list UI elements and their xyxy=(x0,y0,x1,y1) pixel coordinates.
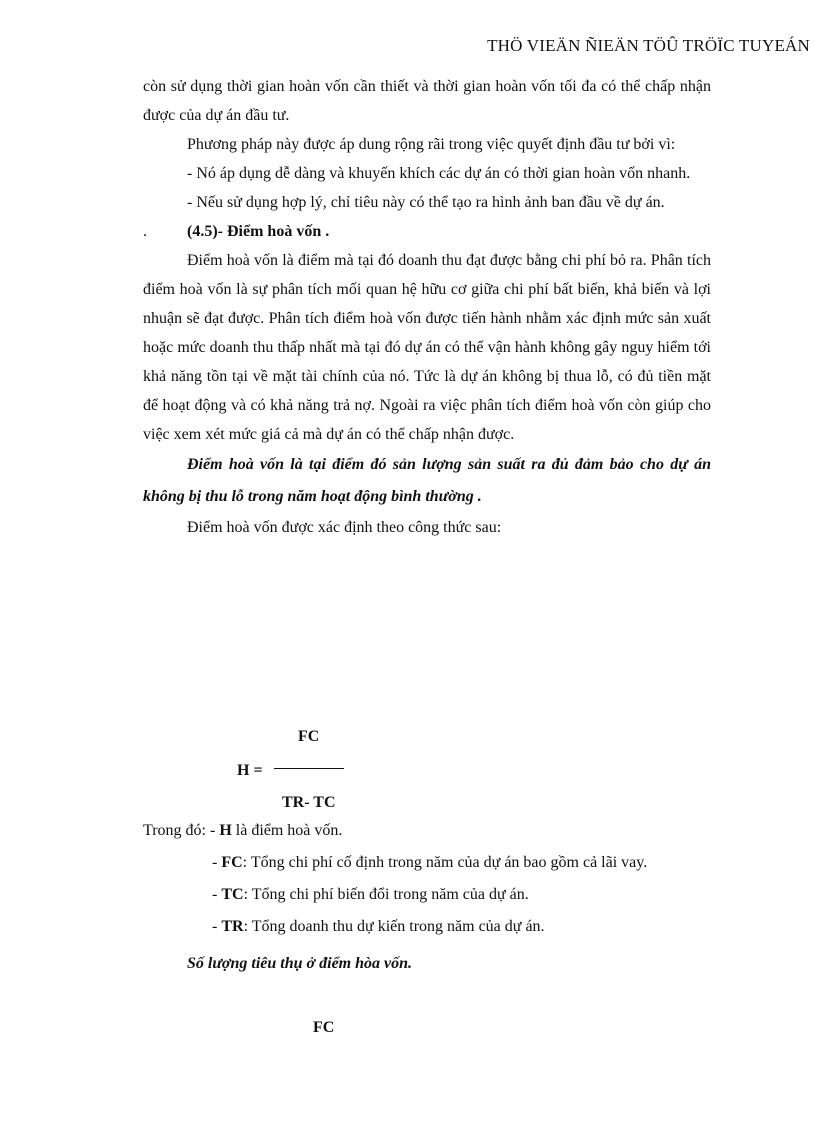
definition-tr xyxy=(212,918,545,936)
symbol-h: H xyxy=(219,822,232,839)
formula-lhs: H = xyxy=(237,762,263,779)
definition-h-text: là điểm hoà vốn. xyxy=(231,822,343,839)
section-heading-sales-volume: Số lượng tiêu thụ ở điểm hòa vốn. xyxy=(187,955,413,972)
definition-tc-dash: - xyxy=(212,886,222,903)
definition-tr-text: : Tổng doanh thu dự kiến trong năm của dự án. xyxy=(243,918,545,935)
definition-tc xyxy=(212,886,529,904)
paragraph-method-usage: Phương pháp này được áp dung rộng rãi trong việc quyết định đầu tư bởi vì: xyxy=(187,136,676,153)
page-header: THÖ VIEÄN ÑIEÄN TÖÛ TRÖÏC TUYEÁN xyxy=(487,36,810,55)
definition-fc-dash: - xyxy=(212,854,222,871)
paragraph-breakeven-definition: Điểm hoà vốn là điểm mà tại đó doanh thu đạt được bằng chi phí bỏ ra. Phân tích điểm hoà vốn là sự phân tích mối quan hệ hữu cơ giữa chi phí bất biến, khả biến và lợi nhuận sẽ đạt được. Phân tích điểm hoà vốn được tiến hành nhằm xác định mức sản xuất hoặc mức doanh thu thấp nhất mà tại đó dự án có thể vận hành không gây nguy hiểm tới khả năng tồn tại về mặt tài chính của nó. Tức là dự án không bị thua lỗ, có đủ tiền mặt để hoạt động và có khả năng trả nợ. Ngoài ra việc phân tích điểm hoà vốn còn giúp cho việc xem xét mức giá cả mà dự án có thể chấp nhận được. xyxy=(143,252,711,443)
definition-h xyxy=(143,822,342,840)
paragraph-formula-intro: Điểm hoà vốn được xác định theo công thức sau: xyxy=(187,519,502,536)
section-dot: . xyxy=(143,223,147,240)
formula-denominator: TR- TC xyxy=(282,794,336,811)
symbol-fc: FC xyxy=(221,854,243,871)
definition-intro: Trong đó: - xyxy=(143,822,220,839)
body-text-block xyxy=(143,72,711,542)
definition-tr-dash: - xyxy=(212,918,222,935)
paragraph-reason-2: - Nếu sử dụng hợp lý, chỉ tiêu này có thể tạo ra hình ảnh ban đầu về dự án. xyxy=(187,194,665,211)
paragraph-payback-continuation: còn sử dụng thời gian hoàn vốn cần thiết và thời gian hoàn vốn tối đa có thể chấp nhận được của dự án đầu tư. xyxy=(143,78,711,124)
definition-fc-text: : Tổng chi phí cố định trong năm của dự án bao gồm cả lãi vay. xyxy=(242,854,648,871)
symbol-tr: TR xyxy=(221,918,244,935)
paragraph-breakeven-emphasis: Điểm hoà vốn là tại điểm đó sản lượng sản suất ra đủ đảm bảo cho dự án không bị thu lỗ trong năm hoạt động bình thường . xyxy=(143,456,711,505)
section-heading: (4.5)- Điểm hoà vốn . xyxy=(187,223,330,240)
formula2-numerator: FC xyxy=(313,1019,335,1036)
definition-fc xyxy=(212,854,647,872)
symbol-tc: TC xyxy=(221,886,244,903)
section-heading-row xyxy=(143,217,711,246)
formula-fraction-line xyxy=(274,768,344,769)
formula-numerator: FC xyxy=(298,728,320,745)
paragraph-reason-1: - Nó áp dụng dễ dàng và khuyến khích các dự án có thời gian hoàn vốn nhanh. xyxy=(187,165,691,182)
definition-tc-text: : Tổng chi phí biến đổi trong năm của dự án. xyxy=(243,886,529,903)
